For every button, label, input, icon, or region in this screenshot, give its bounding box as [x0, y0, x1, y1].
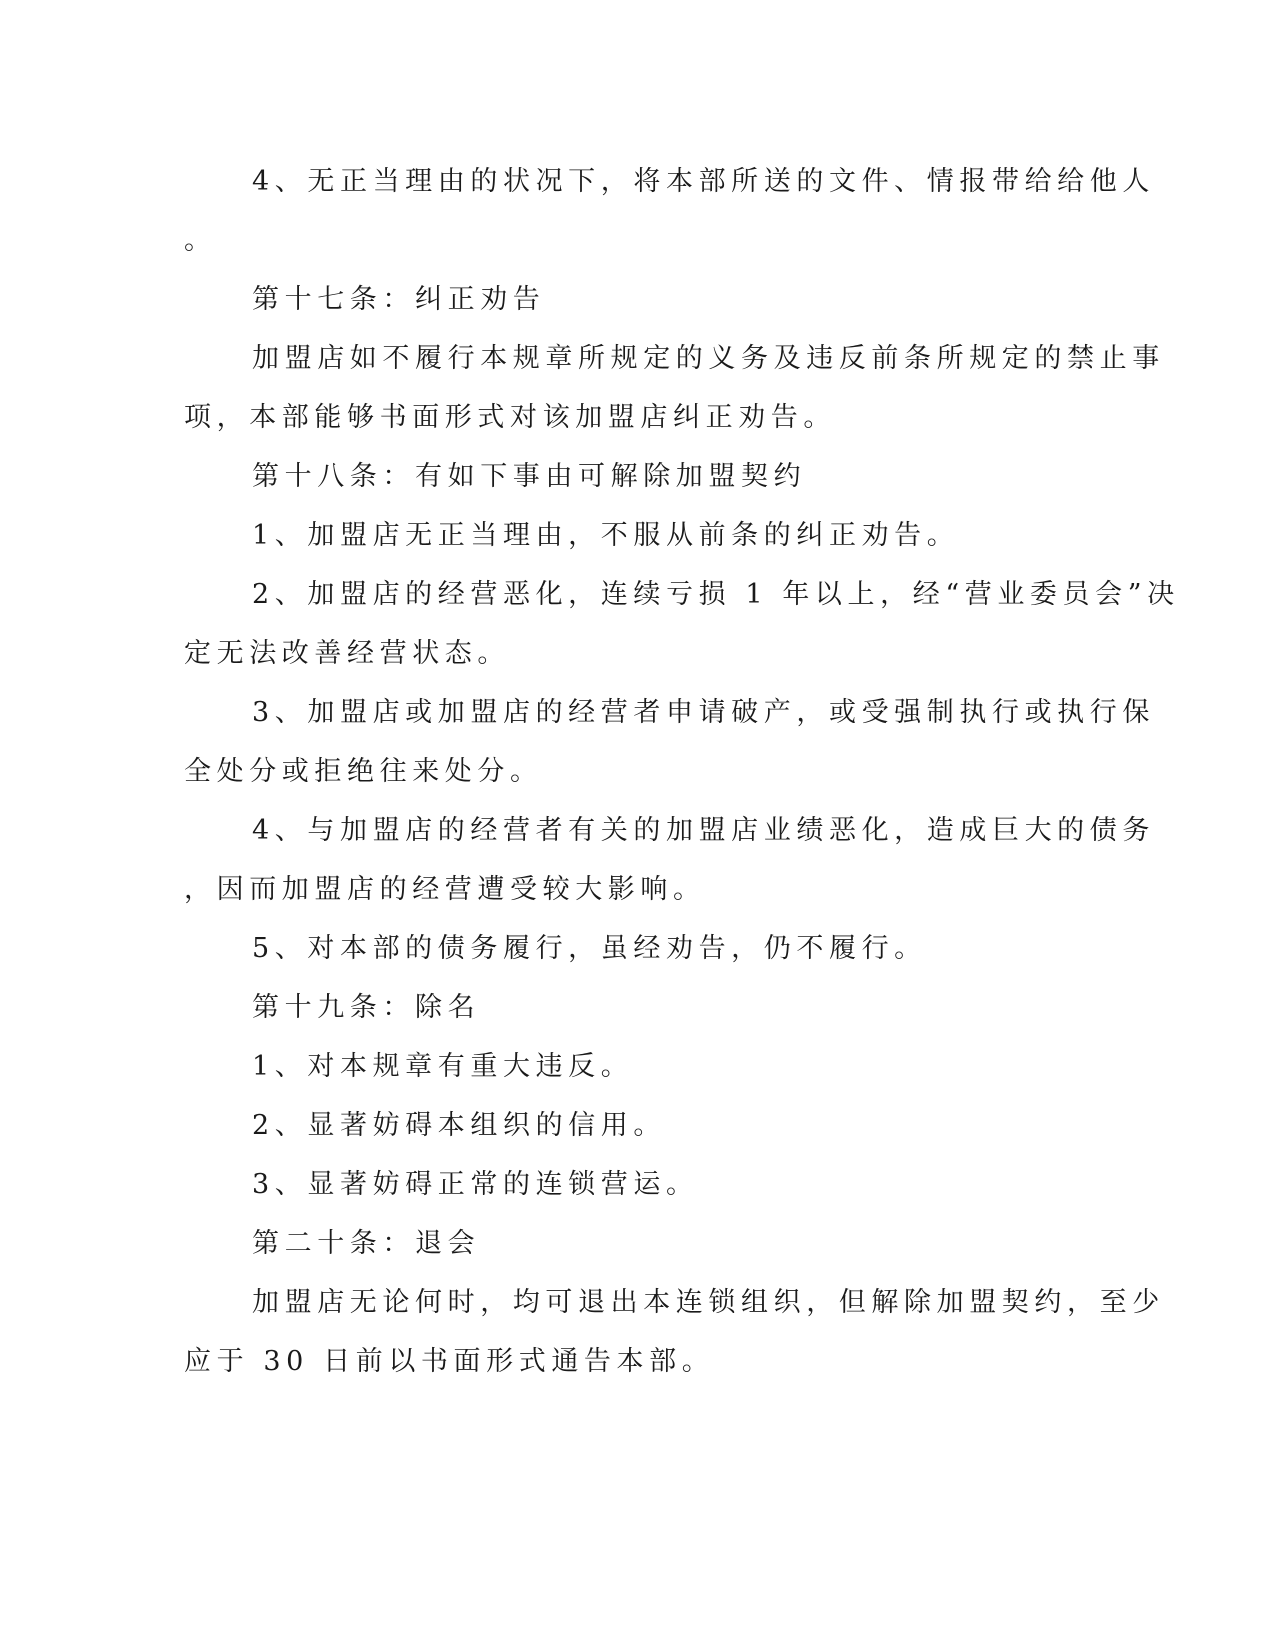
text-line: ，因而加盟店的经营遭受较大影响。	[184, 874, 706, 905]
text-line: 4、与加盟店的经营者有关的加盟店业绩恶化，造成巨大的债务	[252, 815, 1155, 846]
document-body	[184, 160, 1180, 1399]
text-line: 应于 30 日前以书面形式通告本部。	[184, 1346, 715, 1377]
text-line: 4、无正当理由的状况下，将本部所送的文件、情报带给给他人	[252, 166, 1155, 197]
article-heading: 第十八条：有如下事由可解除加盟契约	[252, 461, 807, 492]
text-line: 2、加盟店的经营恶化，连续亏损 1 年以上，经“营业委员会”决	[252, 579, 1180, 610]
text-line: 1、对本规章有重大违反。	[252, 1051, 634, 1082]
text-line: 3、加盟店或加盟店的经营者申请破产，或受强制执行或执行保	[252, 697, 1155, 728]
article-heading: 第二十条：退会	[252, 1228, 481, 1259]
text-line: 5、对本部的债务履行，虽经劝告，仍不履行。	[252, 933, 927, 964]
text-line: 加盟店如不履行本规章所规定的义务及违反前条所规定的禁止事	[252, 343, 1165, 374]
text-line: 加盟店无论何时，均可退出本连锁组织，但解除加盟契约，至少	[252, 1287, 1165, 1318]
article-heading: 第十九条：除名	[252, 992, 481, 1023]
text-line: 定无法改善经营状态。	[184, 638, 510, 669]
text-line: 2、显著妨碍本组织的信用。	[252, 1110, 666, 1141]
text-line: 。	[184, 225, 217, 256]
text-line: 项，本部能够书面形式对该加盟店纠正劝告。	[184, 402, 836, 433]
text-line: 全处分或拒绝往来处分。	[184, 756, 543, 787]
article-heading: 第十七条：纠正劝告	[252, 284, 546, 315]
text-line: 1、加盟店无正当理由，不服从前条的纠正劝告。	[252, 520, 960, 551]
text-line: 3、显著妨碍正常的连锁营运。	[252, 1169, 699, 1200]
